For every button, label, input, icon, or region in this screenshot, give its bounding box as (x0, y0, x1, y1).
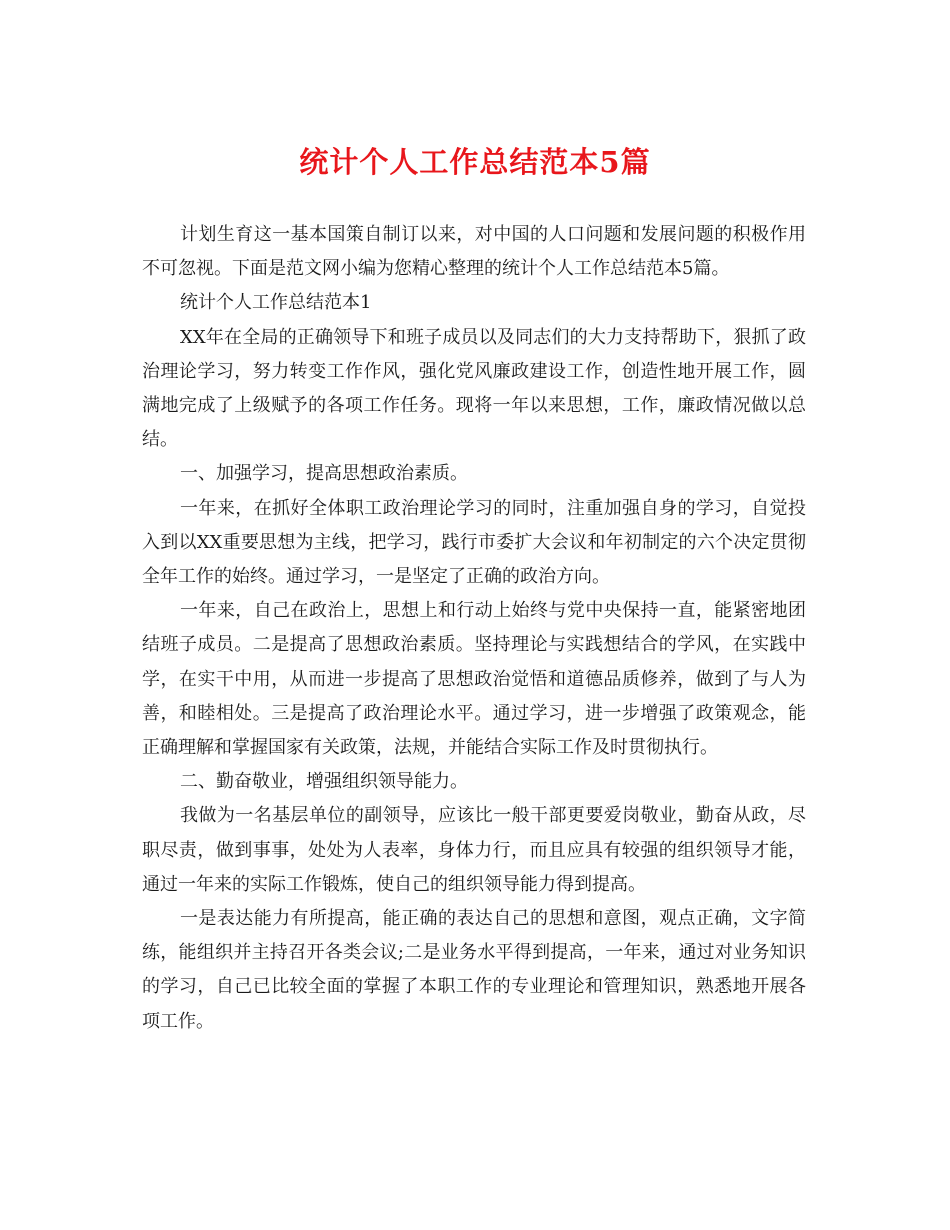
paragraph-study-1: 一年来，在抓好全体职工政治理论学习的同时，注重加强自身的学习，自觉投入到以XX重要思想为主线，把学习，践行市委扩大会议和年初制定的六个决定贯彻全年工作的始终。通过学习，一是坚定了正确的政治方向。 (142, 497, 806, 588)
section-heading-sample-1: 统计个人工作总结范本1 (180, 292, 372, 314)
paragraph-intro: 计划生育这一基本国策自制订以来，对中国的人口问题和发展问题的积极作用不可忽视。下面是范文网小编为您精心整理的统计个人工作总结范本5篇。 (142, 224, 806, 280)
paragraph-overview: XX年在全局的正确领导下和班子成员以及同志们的大力支持帮助下，狠抓了政治理论学习，努力转变工作作风，强化党风廉政建设工作，创造性地开展工作，圆满地完成了上级赋予的各项工作任务。现将一年以来思想，工作，廉政情况做以总结。 (142, 326, 806, 451)
paragraph-leadership-1: 我做为一名基层单位的副领导，应该比一般干部更要爱岗敬业，勤奋从政，尽职尽责，做到事事，处处为人表率，身体力行，而且应具有较强的组织领导才能，通过一年来的实际工作锻炼，使自己的组织领导能力得到提高。 (142, 805, 806, 895)
section-heading-study: 一、加强学习，提高思想政治素质。 (180, 463, 468, 485)
section-heading-leadership: 二、勤奋敬业，增强组织领导能力。 (180, 771, 468, 793)
paragraph-study-2: 一年来，自己在政治上，思想上和行动上始终与党中央保持一直，能紧密地团结班子成员。二是提高了思想政治素质。坚持理论与实践想结合的学风，在实践中学，在实干中用，从而进一步提高了思想政治觉悟和道德品质修养，做到了与人为善，和睦相处。三是提高了政治理论水平。通过学习，进一步增强了政策观念，能正确理解和掌握国家有关政策，法规，并能结合实际工作及时贯彻执行。 (142, 600, 806, 759)
document-title: 统计个人工作总结范本5篇 (299, 145, 651, 179)
paragraph-leadership-2: 一是表达能力有所提高，能正确的表达自己的思想和意图，观点正确，文字简练，能组织并主持召开各类会议;二是业务水平得到提高，一年来，通过对业务知识的学习，自己已比较全面的掌握了本职工作的专业理论和管理知识，熟悉地开展各项工作。 (142, 908, 806, 1032)
document-body (142, 218, 806, 1039)
